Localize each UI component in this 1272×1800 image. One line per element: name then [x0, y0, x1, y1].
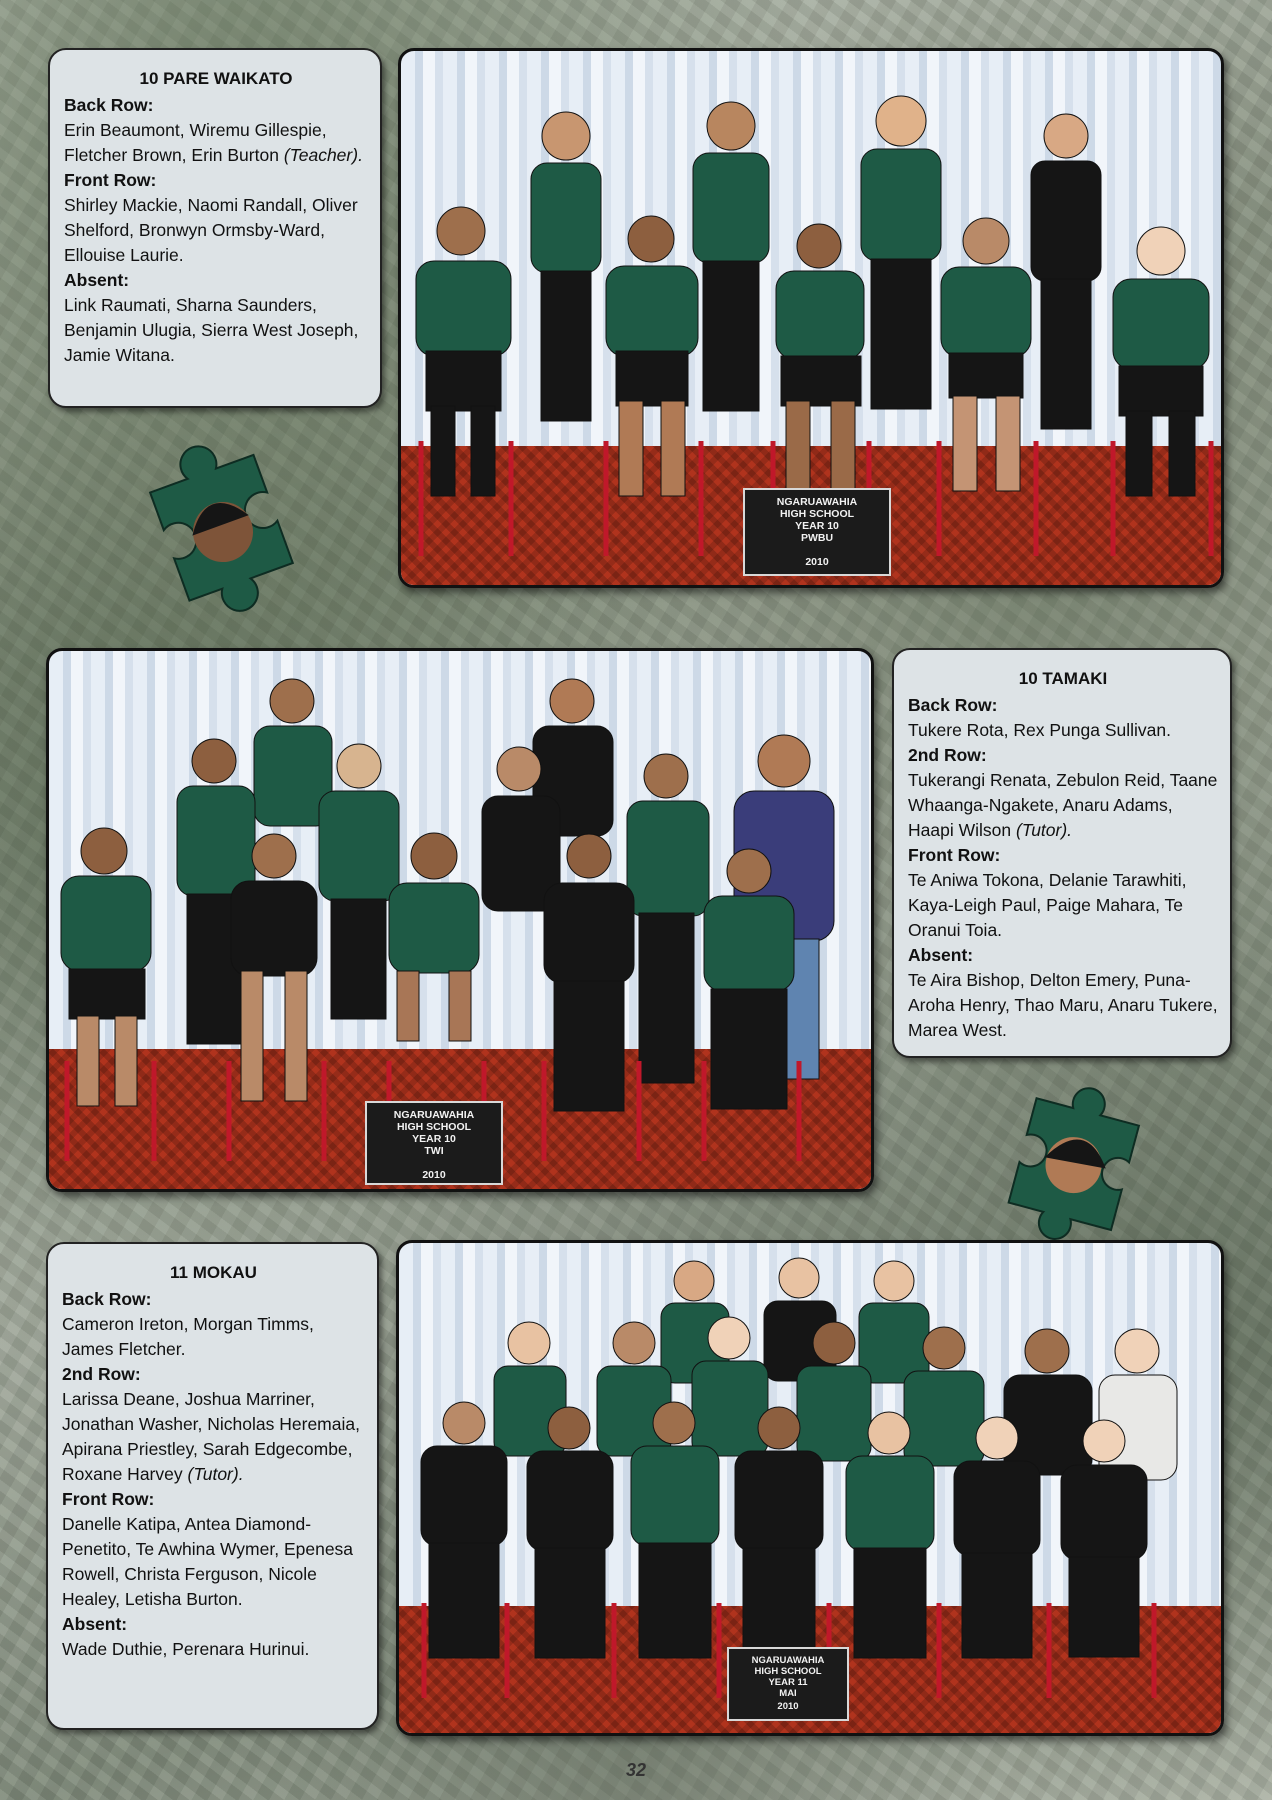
sign-code: MAI	[779, 1688, 797, 1699]
caption-row	[64, 268, 368, 368]
sign-date: 2010	[777, 1701, 799, 1712]
caption-row	[64, 93, 368, 168]
row-names: Tukere Rota, Rex Punga Sullivan.	[908, 720, 1171, 740]
row-label: Absent:	[64, 270, 130, 290]
row-names: Danelle Katipa, Antea Diamond-Penetito, Te Awhina Wymer, Epenesa Rowell, Christa Ferguson, Nicole Healey, Letisha Burton.	[62, 1514, 354, 1609]
class-sign	[727, 1647, 849, 1721]
row-names: Wade Duthie, Perenara Hurinui.	[62, 1639, 310, 1659]
caption-row	[908, 943, 1218, 1043]
class-caption-box	[48, 48, 382, 408]
row-note: (Teacher).	[283, 145, 363, 165]
row-names: Tukerangi Renata, Zebulon Reid, Taane Whaanga-Ngakete, Anaru Adams, Haapi Wilson	[908, 770, 1218, 840]
row-names: Link Raumati, Sharna Saunders, Benjamin Ulugia, Sierra West Joseph, Jamie Witana.	[64, 295, 359, 365]
row-note: (Tutor).	[1015, 820, 1073, 840]
row-names: Te Aniwa Tokona, Delanie Tarawhiti, Kaya-Leigh Paul, Paige Mahara, Te Oranui Toia.	[908, 870, 1187, 940]
row-label: Front Row:	[62, 1489, 155, 1509]
sign-school: NGARUAWAHIA	[751, 1655, 825, 1666]
row-names: Shirley Mackie, Naomi Randall, Oliver Shelford, Bronwyn Ormsby-Ward, Ellouise Laurie.	[64, 195, 358, 265]
row-names: Te Aira Bishop, Delton Emery, Puna-Aroha Henry, Thao Maru, Anaru Tukere, Marea West.	[908, 970, 1218, 1040]
sign-year: YEAR 10	[412, 1133, 456, 1145]
caption-row	[908, 843, 1218, 943]
class-caption-box	[46, 1242, 379, 1730]
class-sign	[365, 1101, 503, 1185]
class-title: 10 PARE WAIKATO	[139, 69, 293, 88]
sign-year: YEAR 11	[768, 1677, 808, 1688]
sign-school: NGARUAWAHIA	[393, 1109, 475, 1121]
sign-code: PWBU	[800, 532, 834, 544]
sign-code: TWI	[424, 1145, 444, 1157]
row-label: Back Row:	[64, 95, 154, 115]
sign-date: 2010	[805, 556, 829, 568]
sign-date: 2010	[422, 1169, 446, 1181]
class-photo	[46, 648, 874, 1192]
sign-school-2: HIGH SCHOOL	[779, 508, 855, 520]
row-label: Back Row:	[62, 1289, 152, 1309]
row-names: Erin Beaumont, Wiremu Gillespie, Fletcher Brown, Erin Burton	[64, 120, 327, 165]
absent-student-puzzle-piece	[985, 1085, 1160, 1250]
caption-row	[62, 1362, 365, 1487]
class-photo	[398, 48, 1224, 588]
sign-year: YEAR 10	[795, 520, 839, 532]
row-label: 2nd Row:	[62, 1364, 141, 1384]
row-label: Absent:	[908, 945, 974, 965]
sign-school-2: HIGH SCHOOL	[396, 1121, 472, 1133]
class-title: 10 TAMAKI	[1018, 669, 1108, 688]
row-label: 2nd Row:	[908, 745, 987, 765]
sign-school: NGARUAWAHIA	[776, 496, 858, 508]
caption-row	[62, 1287, 365, 1362]
caption-row	[64, 168, 368, 268]
row-names: Larissa Deane, Joshua Marriner, Jonathan Washer, Nicholas Heremaia, Apirana Priestley, Sarah Edgecombe, Roxane Harvey	[62, 1389, 360, 1484]
caption-row	[62, 1612, 365, 1662]
absent-student-puzzle-piece	[128, 440, 318, 625]
row-label: Absent:	[62, 1614, 128, 1634]
page-number: 32	[625, 1760, 647, 1780]
caption-row	[908, 743, 1218, 843]
class-title: 11 MOKAU	[170, 1263, 257, 1282]
class-sign	[743, 488, 891, 576]
class-caption-box	[892, 648, 1232, 1058]
caption-row	[908, 693, 1218, 743]
row-names: Cameron Ireton, Morgan Timms, James Fletcher.	[62, 1314, 314, 1359]
caption-row	[62, 1487, 365, 1612]
row-label: Back Row:	[908, 695, 998, 715]
row-label: Front Row:	[64, 170, 157, 190]
row-note: (Tutor).	[187, 1464, 244, 1484]
class-photo	[396, 1240, 1224, 1736]
row-label: Front Row:	[908, 845, 1001, 865]
sign-school-2: HIGH SCHOOL	[754, 1666, 822, 1677]
